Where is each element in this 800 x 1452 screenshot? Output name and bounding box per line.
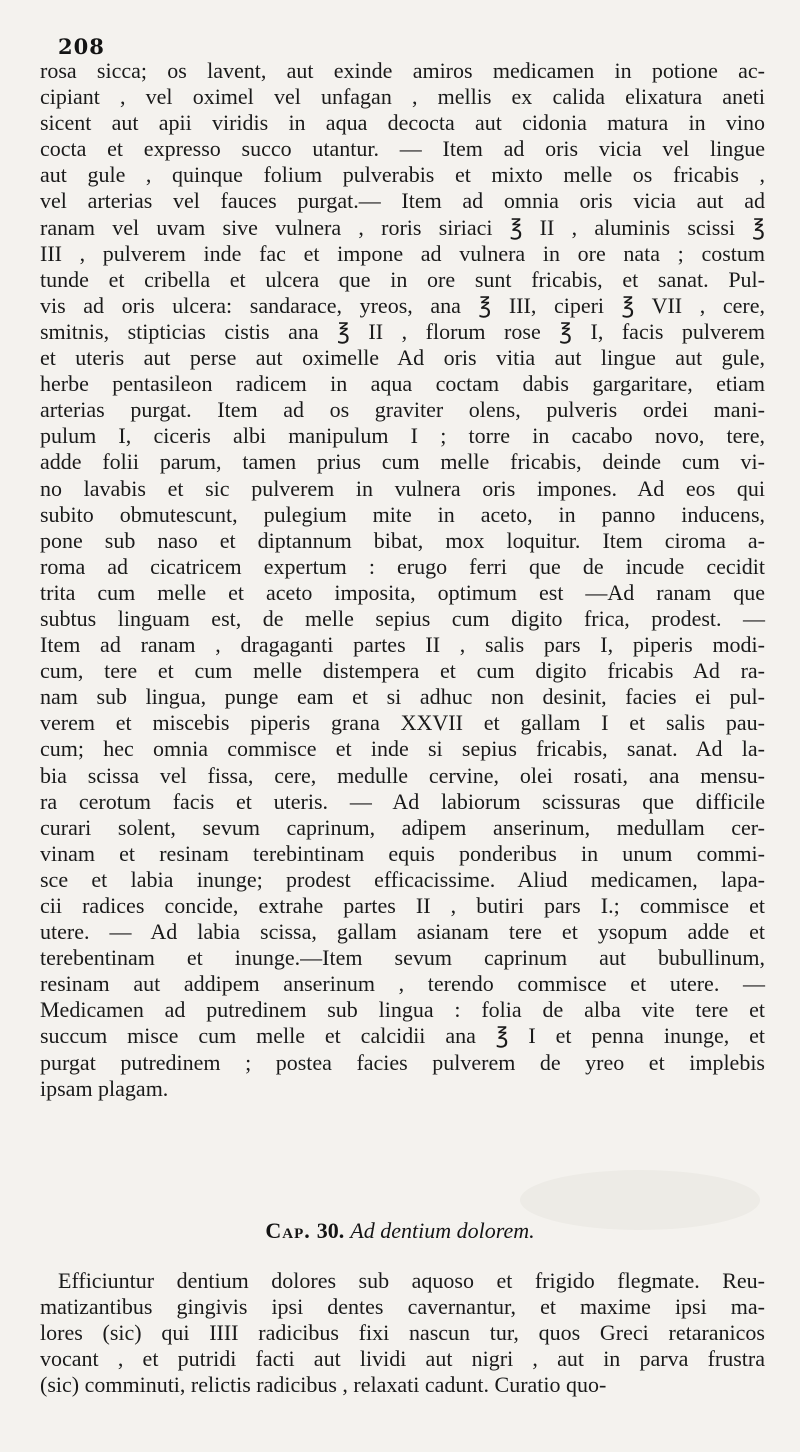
text-line: pulum I, ciceris albi manipulum I ; torre in cacabo novo, tere, <box>40 423 765 449</box>
text-line: subito obmutescunt, pulegium mite in aceto, in panno inducens, <box>40 501 765 527</box>
text-line: roma ad cicatricem expertum : erugo ferri que de incude cecidit <box>40 553 765 579</box>
chapter-title: Ad dentium dolorem. <box>350 1218 535 1243</box>
text-line: ra cerotum facis et uteris. — Ad labiorum scissuras que difficile <box>40 788 765 814</box>
text-line: vinam et resinam terebintinam equis ponderibus in unum commi- <box>40 840 765 866</box>
text-line: vocant , et putridi facti aut lividi aut nigri , aut in parva frustra <box>40 1346 765 1372</box>
text-line: cocta et expresso succo utantur. — Item ad oris vicia vel lingue <box>40 136 765 162</box>
paragraph-main <box>40 58 765 1102</box>
text-line: verem et miscebis piperis grana XXVII et gallam I et salis pau- <box>40 710 765 736</box>
text-line: tunde et cribella et ulcera que in ore sunt fricabis, et sanat. Pul- <box>40 266 765 292</box>
text-line: pone sub naso et diptannum bibat, mox loquitur. Item ciroma a- <box>40 527 765 553</box>
chapter-number: 30. <box>316 1218 345 1243</box>
text-line: subtus linguam est, de melle sepius cum digito frica, prodest. — <box>40 605 765 631</box>
text-line: rosa sicca; os lavent, aut exinde amiros medicamen in potione ac- <box>40 58 765 83</box>
text-line: aut gule , quinque folium pulverabis et mixto melle os fricabis , <box>40 162 765 188</box>
text-line: smitnis, stipticias cistis ana ℥ II , florum rose ℥ I, facis pulverem <box>40 318 765 344</box>
page-number: 208 <box>58 34 105 59</box>
text-line: vis ad oris ulcera: sandarace, yreos, ana ℥ III, ciperi ℥ VII , cere, <box>40 292 765 318</box>
paragraph-chapter-30 <box>40 1268 765 1398</box>
text-line: bia scissa vel fissa, cere, medulle cervine, olei rosati, ana mensu- <box>40 762 765 788</box>
text-line: cipiant , vel oximel vel unfagan , mellis ex calida elixatura aneti <box>40 84 765 110</box>
text-line: Item ad ranam , dragaganti partes II , salis pars I, piperis modi- <box>40 632 765 658</box>
text-line: herbe pentasileon radicem in aqua coctam dabis gargaritare, etiam <box>40 371 765 397</box>
text-line: III , pulverem inde fac et impone ad vulnera in ore nata ; costum <box>40 240 765 266</box>
text-line: nam sub lingua, punge eam et si adhuc non desinit, facies ei pul- <box>40 684 765 710</box>
text-line: matizantibus gingivis ipsi dentes cavernantur, et maxime ipsi ma- <box>40 1294 765 1320</box>
text-line: Efficiuntur dentium dolores sub aquoso et frigido flegmate. Reu- <box>58 1268 765 1293</box>
text-line: curari solent, sevum caprinum, adipem anserinum, medullam cer- <box>40 814 765 840</box>
text-line: cum; hec omnia commisce et inde si sepius fricabis, sanat. Ad la- <box>40 736 765 762</box>
text-line: terebentinam et inunge.—Item sevum caprinum aut bubullinum, <box>40 945 765 971</box>
text-line: sicent aut apii viridis in aqua decocta aut cidonia matura in vino <box>40 110 765 136</box>
text-line: cum, tere et cum melle distempera et cum digito fricabis Ad ra- <box>40 658 765 684</box>
text-line: cii radices concide, extrahe partes II , butiri pars I.; commisce et <box>40 893 765 918</box>
text-line: succum misce cum melle et calcidii ana ℥ I et penna inunge, et <box>40 1023 765 1049</box>
text-line: trita cum melle et aceto imposita, optimum est —Ad ranam que <box>40 579 765 605</box>
text-line: sce et labia inunge; prodest efficacissime. Aliud medicamen, lapa- <box>40 866 765 892</box>
text-line: utere. — Ad labia scissa, gallam asianam tere et ysopum adde et <box>40 919 765 945</box>
text-line: no lavabis et sic pulverem in vulnera oris impones. Ad eos qui <box>40 475 765 501</box>
text-line: Medicamen ad putredinem sub lingua : folia de alba vite tere et <box>40 997 765 1023</box>
chapter-heading <box>0 1218 800 1244</box>
chapter-label: Cap. <box>265 1218 311 1243</box>
text-line: purgat putredinem ; postea facies pulverem de yreo et implebis <box>40 1049 765 1075</box>
text-line: vel arterias vel fauces purgat.— Item ad omnia oris vicia aut ad <box>40 188 765 214</box>
text-line: ipsam plagam. <box>40 1075 169 1101</box>
text-line: arterias purgat. Item ad os graviter olens, pulveris ordei mani- <box>40 397 765 423</box>
text-line: lores (sic) qui IIII radicibus fixi nascun tur, quos Greci retaranicos <box>40 1320 765 1346</box>
text-line: ranam vel uvam sive vulnera , roris siriaci ℥ II , aluminis scissi ℥ <box>40 214 765 240</box>
text-line: et uteris aut perse aut oximelle Ad oris vitia aut lingue aut gule, <box>40 345 765 371</box>
text-line: resinam aut addipem anserinum , terendo commisce et utere. — <box>40 971 765 997</box>
text-line: (sic) comminuti, relictis radicibus , relaxati cadunt. Curatio quo- <box>40 1372 607 1398</box>
text-line: adde folii parum, tamen prius cum melle fricabis, deinde cum vi- <box>40 449 765 475</box>
